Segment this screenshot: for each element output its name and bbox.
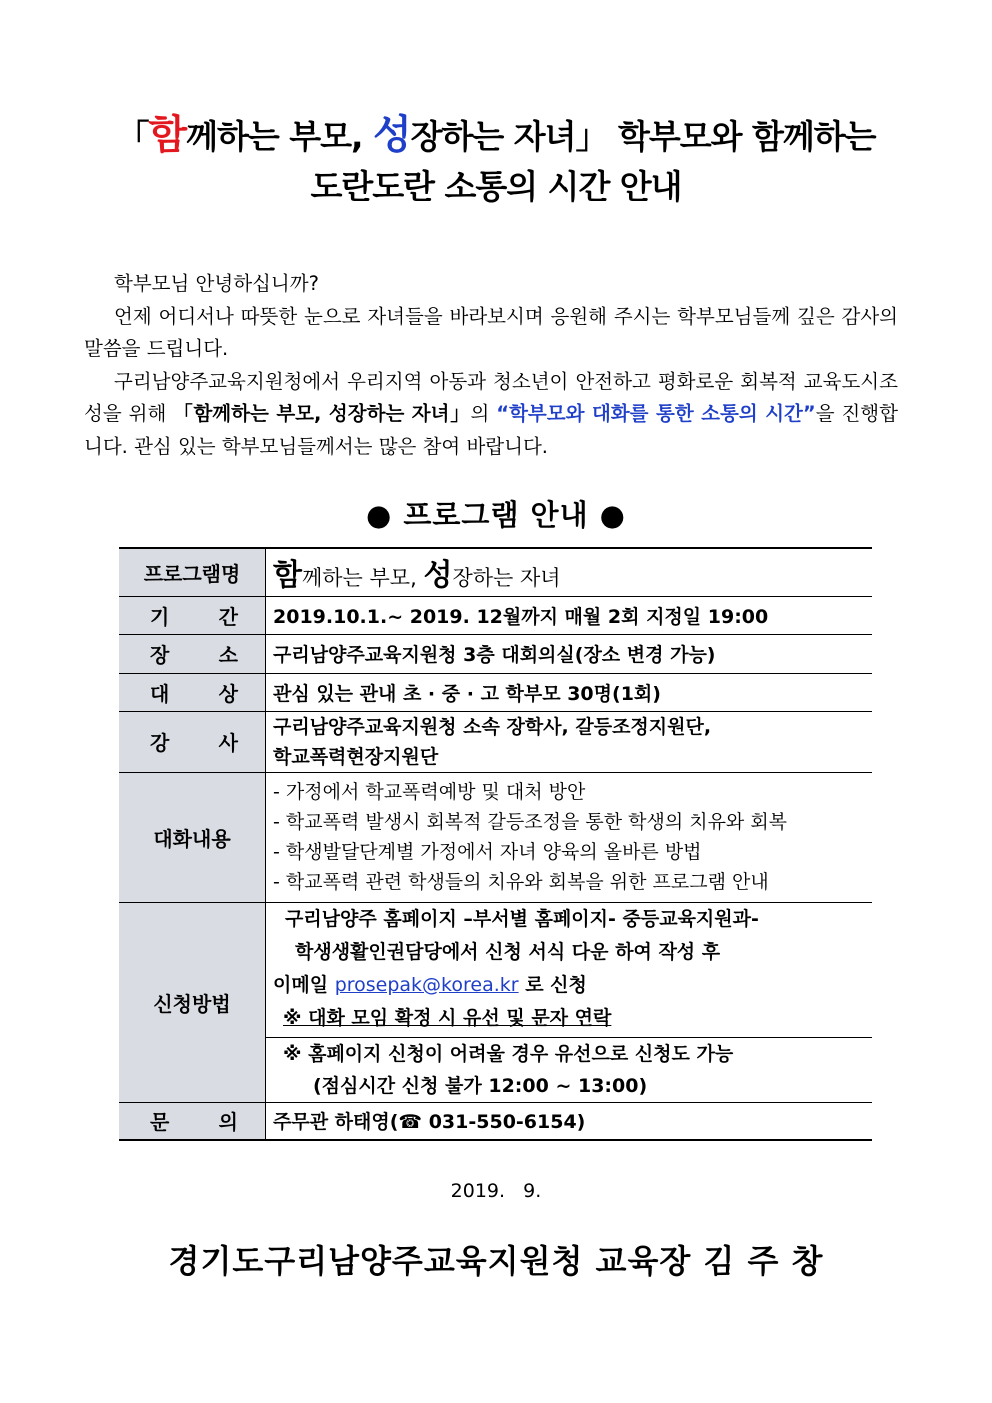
program-name-part2: 장하는 자녀 — [452, 566, 561, 591]
content-item: - 학생발달단계별 가정에서 자녀 양육의 올바른 방법 — [273, 841, 702, 863]
program-name-part1: 께하는 부모, — [301, 566, 424, 591]
intro-program-name: 「함께하는 부모, 성장하는 자녀」 — [173, 402, 471, 425]
label-speaker-a: 강 — [150, 731, 170, 755]
label-place-a: 장 — [150, 643, 170, 667]
value-program-name — [266, 548, 873, 596]
intro-text — [84, 268, 898, 463]
content-item: - 가정에서 학교폭력예방 및 대처 방안 — [273, 781, 586, 803]
row-program-name — [119, 548, 872, 596]
label-target — [119, 673, 266, 711]
title-part2: 장하는 자녀」 학부모와 함께하는 — [410, 117, 876, 156]
label-contact-b: 의 — [218, 1110, 238, 1135]
label-place-b: 소 — [218, 643, 238, 667]
label-program-name: 프로그램명 — [119, 548, 266, 596]
program-info-table — [119, 547, 872, 1141]
row-place — [119, 634, 872, 673]
title-part1: 께하는 부모, — [186, 117, 373, 156]
speaker-line1: 구리남양주교육지원청 소속 장학사, 갈등조정지원단, — [273, 715, 712, 738]
label-place — [119, 634, 266, 673]
apply-line3-b: 로 신청 — [518, 973, 587, 996]
apply-note2: ※ 홈페이지 신청이 어려울 경우 유선으로 신청도 가능 — [283, 1042, 734, 1065]
signature: 경기도구리남양주교육지원청 교육장 김 주 창 — [168, 1242, 824, 1280]
title-highlight-seong: 성 — [373, 112, 411, 158]
email-link[interactable]: prosepak@korea.kr — [334, 973, 519, 996]
label-period-b: 간 — [218, 604, 238, 629]
row-apply — [119, 902, 872, 1102]
intro-p2-a: 구리남양주교육지원청에서 우리지역 아동과 청소년이 안전하고 평화로운 회복적 교육도시조성을 위해 — [84, 369, 898, 425]
apply-line2: 학생생활인권담당에서 신청 서식 다운 하여 작성 후 — [295, 940, 721, 963]
intro-p2-c: 의 — [470, 402, 497, 425]
row-target — [119, 673, 872, 711]
label-period — [119, 596, 266, 634]
apply-line3-a: 이메일 — [273, 973, 335, 996]
label-speaker-b: 사 — [218, 731, 238, 755]
apply-line1: 구리남양주 홈페이지 –부서별 홈페이지- 중등교육지원과- — [285, 907, 759, 930]
apply-note1: ※ 대화 모임 확정 시 유선 및 문자 연락 — [283, 1006, 612, 1029]
label-contact-a: 문 — [150, 1110, 170, 1135]
label-period-a: 기 — [150, 604, 170, 629]
value-apply — [266, 902, 873, 1102]
value-period: 2019.10.1.~ 2019. 12월까지 매월 2회 지정일 19:00 — [266, 596, 873, 634]
label-apply: 신청방법 — [119, 902, 266, 1102]
intro-paragraph-1: 언제 어디서나 따뜻한 눈으로 자녀들을 바라보시며 응원해 주시는 학부모님들께 깊은 감사의 말씀을 드립니다. — [84, 304, 898, 360]
document-title-line2: 도란도란 소통의 시간 안내 — [310, 167, 682, 206]
value-content — [266, 772, 873, 902]
intro-p2-e: 을 진행합니다. 관심 있는 학부모님들께서는 많은 참여 바랍니다. — [84, 402, 898, 458]
speaker-line2: 학교폭력현장지원단 — [273, 745, 439, 768]
label-content: 대화내용 — [119, 772, 266, 902]
content-item: - 학교폭력 관련 학생들의 치유와 회복을 위한 프로그램 안내 — [273, 871, 769, 893]
title-bracket: 「 — [116, 117, 149, 156]
title-highlight-ham: 함 — [148, 112, 187, 158]
apply-line3 — [273, 969, 865, 1002]
value-speaker — [266, 711, 873, 772]
program-name-big2: 성 — [423, 558, 453, 594]
row-period — [119, 596, 872, 634]
label-contact — [119, 1102, 266, 1140]
content-item: - 학교폭력 발생시 회복적 갈등조정을 통한 학생의 치유와 회복 — [273, 811, 788, 833]
intro-paragraph-2 — [84, 366, 898, 464]
value-place: 구리남양주교육지원청 3층 대회의실(장소 변경 가능) — [266, 634, 873, 673]
program-name-big1: 함 — [273, 558, 302, 594]
intro-event-name: “학부모와 대화를 통한 소통의 시간” — [496, 402, 816, 425]
row-content — [119, 772, 872, 902]
value-target: 관심 있는 관내 초 · 중 · 고 학부모 30명(1회) — [266, 673, 873, 711]
row-contact — [119, 1102, 872, 1140]
program-heading: ● 프로그램 안내 ● — [366, 498, 626, 532]
document-title-line1 — [0, 110, 992, 162]
value-contact: 주무관 하태영(☎ 031-550-6154) — [266, 1102, 873, 1140]
label-speaker — [119, 711, 266, 772]
label-target-a: 대 — [150, 681, 170, 706]
apply-note3: (점심시간 신청 불가 12:00 ~ 13:00) — [313, 1074, 648, 1097]
row-speaker — [119, 711, 872, 772]
greeting: 학부모님 안녕하십니까? — [114, 272, 319, 295]
document-date: 2019. 9. — [450, 1180, 542, 1202]
label-target-b: 상 — [218, 681, 238, 706]
